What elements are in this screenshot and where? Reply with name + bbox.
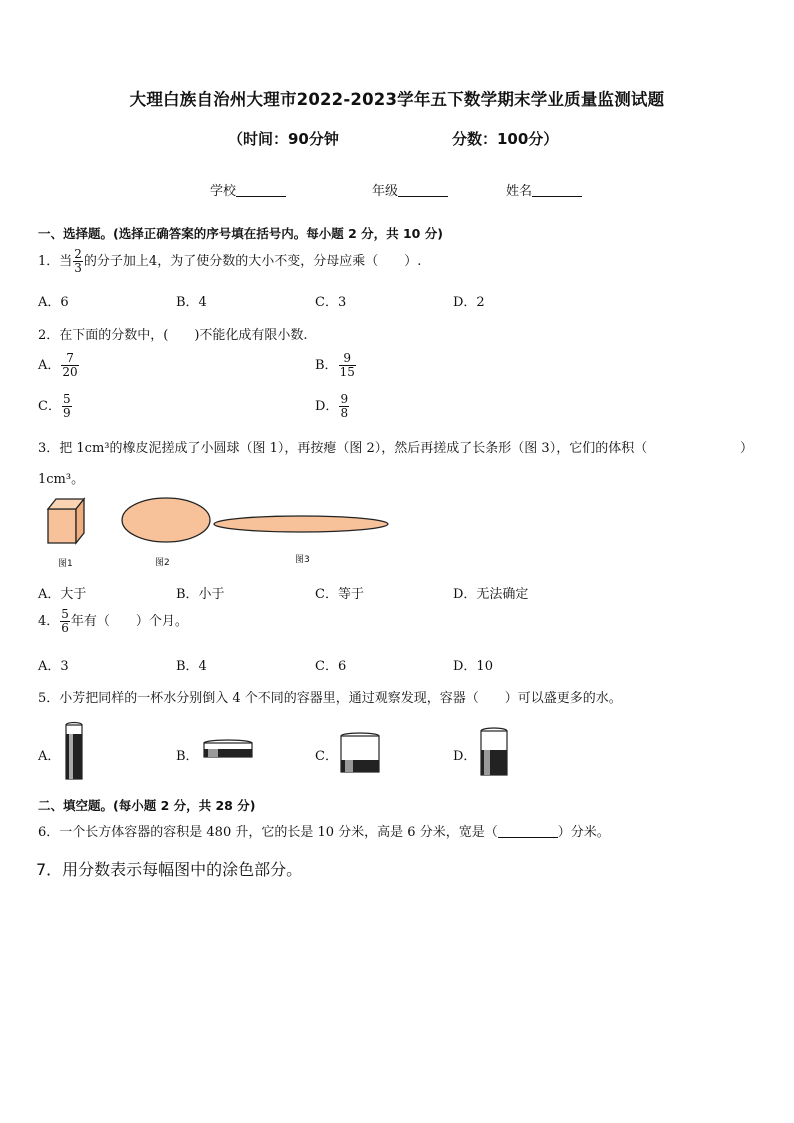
tall-narrow-container: [66, 723, 82, 780]
wide-flat-container: [204, 740, 252, 757]
q5-option-c[interactable]: C．: [315, 749, 338, 764]
name-field[interactable]: 姓名: [506, 180, 582, 199]
q4-option-b[interactable]: B．4: [176, 659, 207, 674]
figure-2-caption: 图2: [155, 558, 170, 568]
q5-option-b[interactable]: B．: [176, 749, 199, 764]
school-field[interactable]: 学校: [210, 180, 286, 199]
section-2-heading: 二、填空题。(每小题 2 分，共 28 分): [38, 798, 256, 813]
q6-answer-blank[interactable]: [498, 825, 558, 838]
long-strip-figure: [214, 516, 388, 532]
q4-option-a[interactable]: A．3: [38, 659, 69, 674]
q1-option-b[interactable]: B．4: [176, 295, 207, 310]
question-3-close-paren: ）: [740, 441, 754, 456]
grade-field[interactable]: 年级: [372, 180, 448, 199]
q2-option-b[interactable]: B． $\frac{9}{15}$: [315, 351, 355, 379]
q3-option-d[interactable]: D．无法确定: [453, 587, 529, 602]
fraction-5-6: $\frac{5}{6}$: [61, 607, 69, 635]
question-3-line2: 1cm³。: [38, 472, 85, 487]
question-7: 7．用分数表示每幅图中的涂色部分。: [36, 860, 303, 879]
medium-narrow-container: [481, 728, 507, 775]
question-4: 4． $\frac{5}{6}$ 年有（ ）个月。: [38, 607, 188, 635]
q5-option-d[interactable]: D．: [453, 749, 477, 764]
question-2: 2．在下面的分数中，( )不能化成有限小数.: [38, 328, 308, 343]
q3-option-c[interactable]: C．等于: [315, 587, 364, 602]
q2-option-a[interactable]: A． $\frac{7}{20}$: [38, 351, 78, 379]
question-5: 5．小芳把同样的一杯水分别倒入 4 个不同的容器里，通过观察发现，容器（ ）可以盛更多的水。: [38, 691, 622, 706]
figure-3-caption: 图3: [295, 555, 310, 565]
section-1-heading: 一、选择题。(选择正确答案的序号填在括号内。每小题 2 分，共 10 分): [38, 226, 443, 241]
q5-option-a[interactable]: A．: [38, 749, 61, 764]
figure-1-caption: 图1: [58, 559, 73, 569]
medium-wide-container: [341, 733, 379, 772]
q4-option-c[interactable]: C．6: [315, 659, 347, 674]
q3-option-a[interactable]: A．大于: [38, 587, 87, 602]
question-3: 3．把 1cm³的橡皮泥搓成了小圆球（图 1），再按瘪（图 2），然后再搓成了长条形（图 3），它们的体积（: [38, 441, 648, 456]
page-title: 大理白族自治州大理市2022-2023学年五下数学期末学业质量监测试题: [129, 90, 665, 109]
fraction-2-3: $\frac{2}{3}$: [74, 247, 82, 275]
time-label: （时间：90分钟: [228, 130, 339, 148]
question-1: 1．当 $\frac{2}{3}$ 的分子加上4，为了使分数的大小不变，分母应乘（ ）.: [38, 247, 422, 275]
cube-figure: [48, 499, 84, 543]
q3-option-b[interactable]: B．小于: [176, 587, 225, 602]
q2-option-d[interactable]: D． $\frac{9}{8}$: [315, 392, 349, 420]
q1-option-a[interactable]: A．6: [38, 295, 69, 310]
score-label: 分数：100分）: [452, 130, 559, 148]
question-6: 6．一个长方体容器的容积是 480 升，它的长是 10 分米，高是 6 分米，宽是（ ）分米。: [38, 825, 610, 840]
flattened-disc-figure: [122, 498, 210, 542]
q5-containers: [60, 720, 520, 785]
q4-option-d[interactable]: D．10: [453, 659, 493, 674]
q3-figures: [44, 495, 424, 570]
q1-option-c[interactable]: C．3: [315, 295, 347, 310]
q1-option-d[interactable]: D．2: [453, 295, 485, 310]
q2-option-c[interactable]: C． $\frac{5}{9}$: [38, 392, 71, 420]
